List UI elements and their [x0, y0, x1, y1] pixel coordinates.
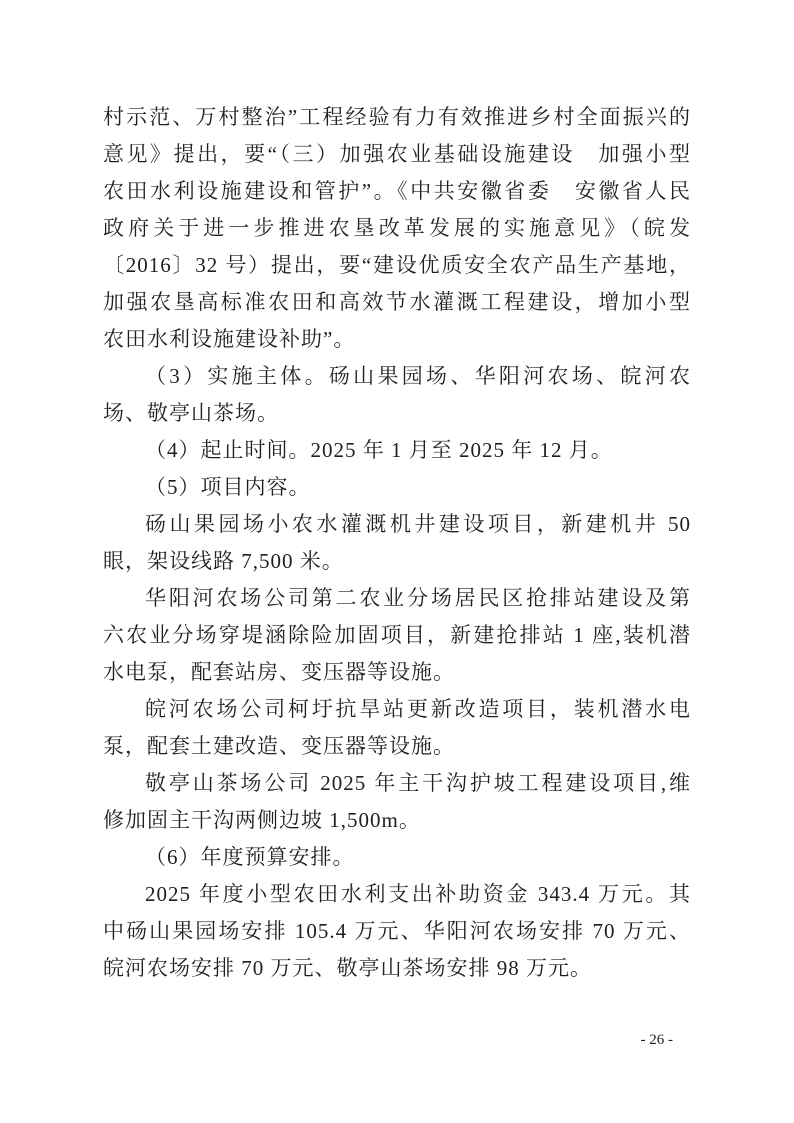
text-line: 皖河农场安排 70 万元、敬亭山茶场安排 98 万元。 — [103, 956, 592, 980]
text-line: 敬亭山茶场公司 2025 年主干沟护坡工程建设项目,维 — [145, 771, 691, 795]
text-line: 六农业分场穿堤涵除险加固项目，新建抢排站 1 座,装机潜 — [103, 623, 691, 647]
text-line: 农田水利设施建设补助”。 — [103, 327, 356, 351]
text-line: 农田水利设施建设和管护”。《中共安徽省委 安徽省人民 — [103, 179, 691, 203]
text-line: 砀山果园场小农水灌溉机井建设项目，新建机井 50 — [145, 512, 691, 536]
text-line: 水电泵，配套站房、变压器等设施。 — [103, 660, 455, 684]
page-number: - 26 - — [640, 1032, 673, 1048]
text-line: 华阳河农场公司第二农业分场居民区抢排站建设及第 — [145, 586, 691, 610]
text-line: 村示范、万村整治”工程经验有力有效推进乡村全面振兴的 — [103, 105, 691, 129]
text-line: 意见》提出，要“（三）加强农业基础设施建设 加强小型 — [103, 142, 691, 166]
text-line: （5）项目内容。 — [145, 475, 311, 499]
text-line: 中砀山果园场安排 105.4 万元、华阳河农场安排 70 万元、 — [103, 919, 691, 943]
text-line: （4）起止时间。2025 年 1 月至 2025 年 12 月。 — [145, 438, 613, 462]
text-line: 加强农垦高标准农田和高效节水灌溉工程建设，增加小型 — [103, 290, 691, 314]
text-line: （3）实施主体。砀山果园场、华阳河农场、皖河农 — [145, 364, 691, 388]
text-line: 2025 年度小型农田水利支出补助资金 343.4 万元。其 — [145, 882, 691, 906]
text-line: 泵，配套土建改造、变压器等设施。 — [103, 734, 455, 758]
text-line: 场、敬亭山茶场。 — [103, 401, 279, 425]
text-line: 政府关于进一步推进农垦改革发展的实施意见》（皖发 — [103, 216, 691, 240]
text-line: （6）年度预算安排。 — [145, 845, 355, 869]
text-line: 修加固主干沟两侧边坡 1,500m。 — [103, 808, 421, 832]
text-line: 皖河农场公司柯圩抗旱站更新改造项目，装机潜水电 — [145, 697, 691, 721]
text-line: 眼，架设线路 7,500 米。 — [103, 549, 344, 573]
document-body — [103, 99, 691, 987]
text-line: 〔2016〕32 号）提出，要“建设优质安全农产品生产基地， — [103, 253, 691, 277]
